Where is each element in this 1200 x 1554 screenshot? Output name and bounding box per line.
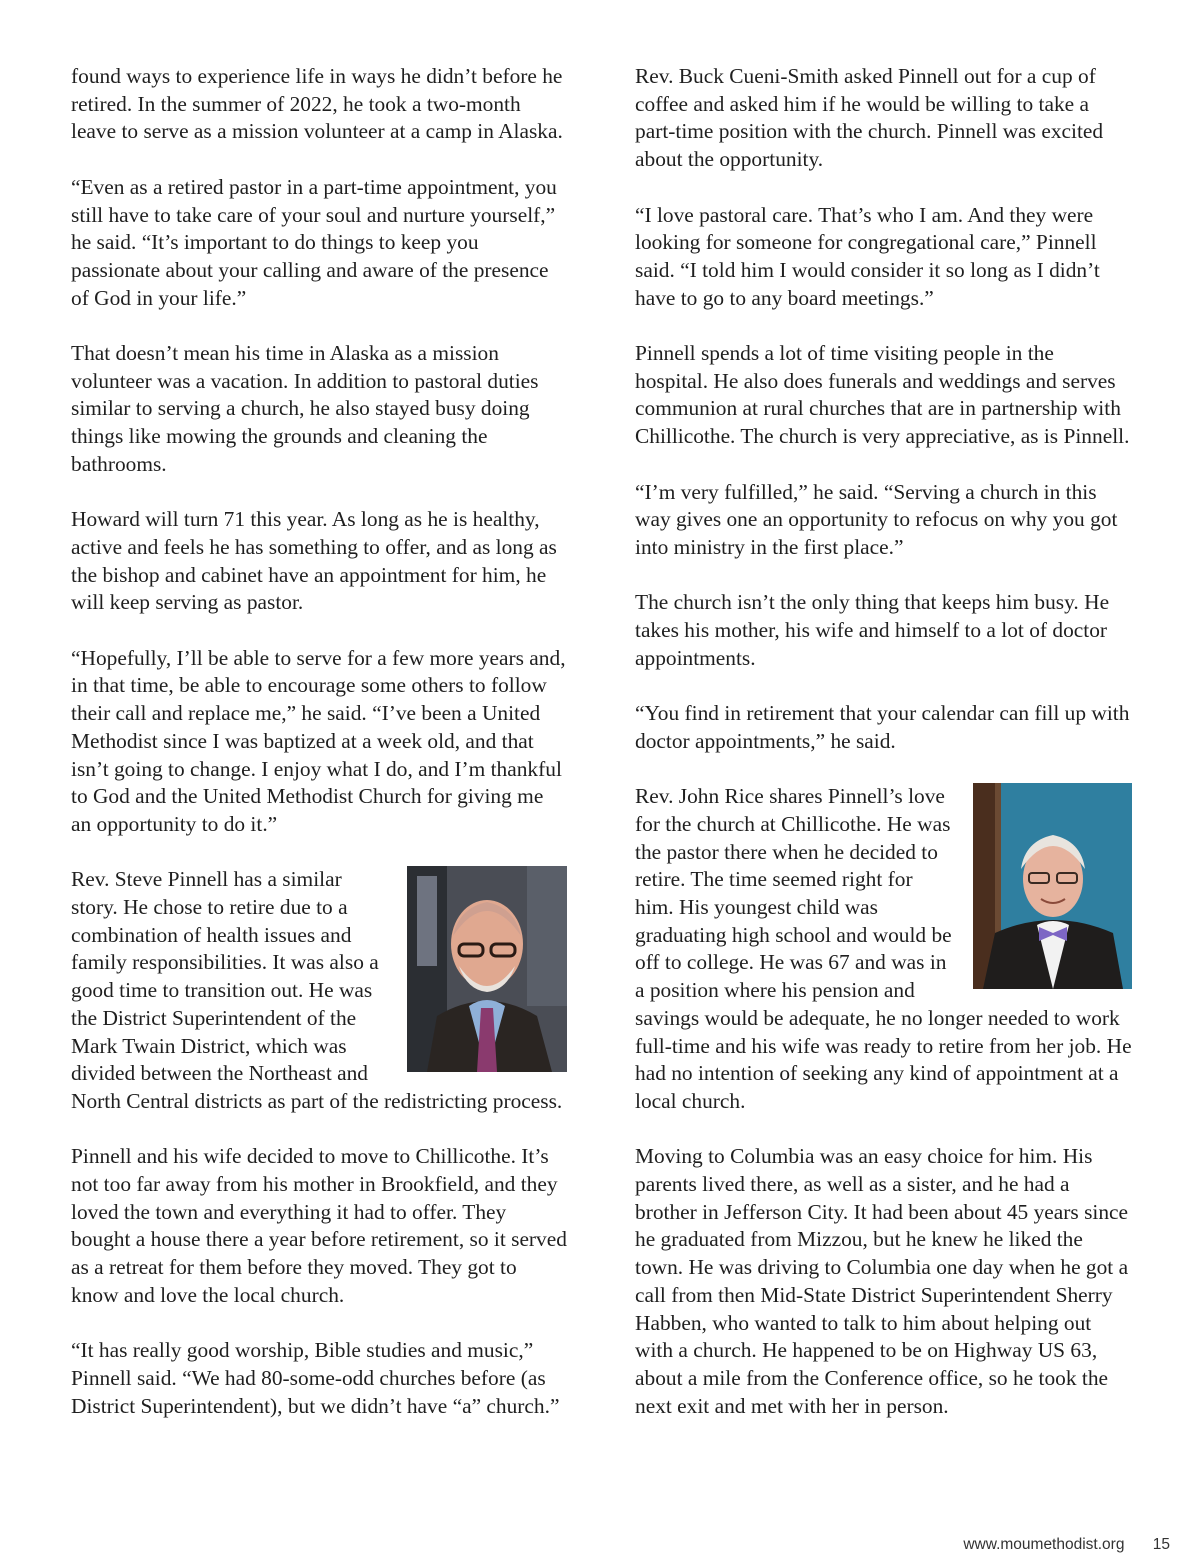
- paragraph: “Hopefully, I’ll be able to serve for a few more years and, in that time, be able to encourage some others to follow their call and replace me,” he said. “I’ve been a United Methodist since I was baptized at a week old, and that isn’t going to change. I enjoy what I do, and I’m thankful to God and the United Methodist Church for giving me an opportunity to do it.”: [71, 645, 566, 836]
- paragraph: Pinnell spends a lot of time visiting people in the hospital. He also does funerals and weddings and serves communion at rural churches that are in partnership with Chillicothe. The church is very appreciative, as is Pinnell.: [635, 341, 1130, 449]
- paragraph: Howard will turn 71 this year. As long as he is healthy, active and feels he has something to offer, and as long as the bishop and cabinet have an appointment for him, he will keep serving as pastor.: [71, 507, 557, 615]
- paragraph: The church isn’t the only thing that keeps him busy. He takes his mother, his wife and himself to a lot of doctor appointments.: [635, 590, 1110, 670]
- paragraph: Rev. John Rice shares Pinnell’s love for the church at Chillicothe. He was the pastor there when he decided to retire. The time seemed right for him. His youngest child was graduating high school and would be off to college. He was 67 and was in a position where his pension and savings would be adequate, he no longer needed to work full-time and his wife was ready to retire from her job. He had no intention of seeking any kind of appointment at a local church.: [635, 784, 1132, 1113]
- paragraph: Pinnell and his wife decided to move to Chillicothe. It’s not too far away from his mother in Brookfield, and they loved the town and everything it had to offer. They bought a house there a year before retirement, so it served as a retreat for them before they moved. They got to know and love the local church.: [71, 1144, 567, 1307]
- paragraph: Rev. Buck Cueni-Smith asked Pinnell out for a cup of coffee and asked him if he would be willing to take a part-time position with the church. Pinnell was excited about the opportunity.: [635, 64, 1104, 172]
- paragraph: “You find in retirement that your calendar can fill up with doctor appointments,” he said.: [635, 701, 1130, 753]
- website-url: www.moumethodist.org: [963, 1536, 1125, 1553]
- paragraph: Moving to Columbia was an easy choice for him. His parents lived there, as well as a sister, and he had a brother in Jefferson City. It had been about 45 years since he graduated from Mizzou, but he knew he liked the town. He was driving to Columbia one day when he got a call from then Mid-State District Superintendent Sherry Habben, who wanted to talk to him about helping out with a church. He happened to be on Highway US 63, about a mile from the Conference office, so he took the next exit and met with her in person.: [635, 1144, 1129, 1418]
- paragraph: Rev. Steve Pinnell has a similar story. He chose to retire due to a combination of health issues and family responsibilities. It was also a good time to transition out. He was the District Superintendent of the Mark Twain District, which was divided between the Northeast and North Central districts as part of the redistricting process.: [71, 867, 563, 1113]
- page-number: 15: [1152, 1536, 1170, 1553]
- paragraph: “I love pastoral care. That’s who I am. And they were looking for someone for congregational care,” Pinnell said. “I told him I would consider it so long as I didn’t have to go to any board meetings.”: [635, 202, 1100, 310]
- page-footer: [963, 1536, 1170, 1554]
- john-rice-photo: [973, 783, 1132, 989]
- left-column: [71, 63, 567, 1448]
- steve-pinnell-photo: [407, 866, 567, 1072]
- paragraph: found ways to experience life in ways he didn’t before he retired. In the summer of 2022, he took a two-month leave to serve as a mission volunteer at a camp in Alaska.: [71, 64, 563, 144]
- paragraph: “It has really good worship, Bible studies and music,” Pinnell said. “We had 80-some-odd churches before (as District Superintendent), but we didn’t have “a” church.”: [71, 1338, 560, 1418]
- paragraph: “I’m very fulfilled,” he said. “Serving a church in this way gives one an opportunity to refocus on why you got into ministry in the first place.”: [635, 479, 1118, 559]
- paragraph: “Even as a retired pastor in a part-time appointment, you still have to take care of your soul and nurture yourself,” he said. “It’s important to do things to keep you passionate about your calling and aware of the presence of God in your life.”: [71, 174, 557, 310]
- right-column: [635, 63, 1132, 1448]
- paragraph: That doesn’t mean his time in Alaska as a mission volunteer was a vacation. In addition to pastoral duties similar to serving a church, he also stayed busy doing things like mowing the grounds and cleaning the bathrooms.: [71, 341, 539, 476]
